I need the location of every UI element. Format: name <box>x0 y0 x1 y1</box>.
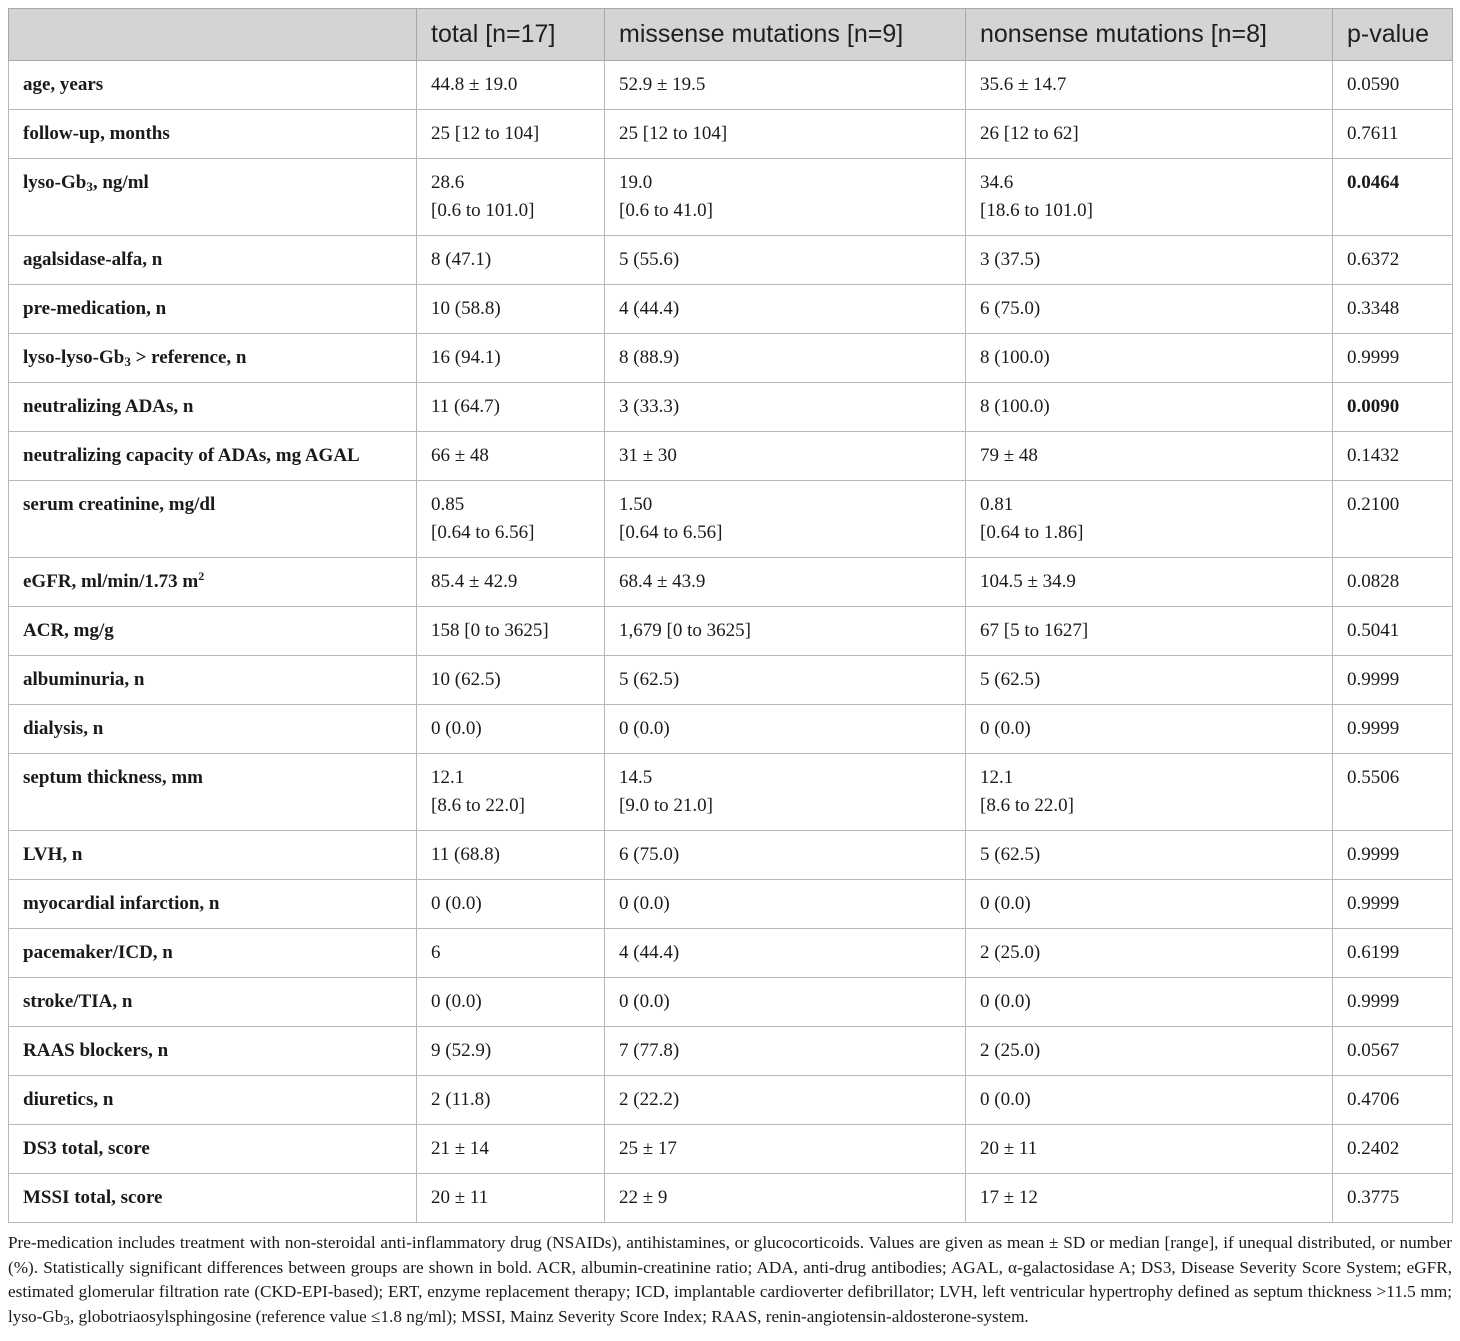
cell-nonsense <box>966 831 1333 880</box>
cell-total <box>417 929 605 978</box>
cell-p-value: 0.9999 <box>1333 831 1453 880</box>
table-row <box>9 929 1453 978</box>
cell-value-line: 28.6 <box>431 172 465 193</box>
table-row <box>9 558 1453 607</box>
cell-missense <box>605 607 966 656</box>
cell-total <box>417 754 605 831</box>
cell-nonsense <box>966 481 1333 558</box>
cell-missense <box>605 110 966 159</box>
cell-p-value: 0.7611 <box>1333 110 1453 159</box>
row-label: septum thickness, mm <box>9 754 417 831</box>
row-label: neutralizing capacity of ADAs, mg AGAL <box>9 432 417 481</box>
footnote-subscript: 3 <box>63 1312 70 1328</box>
row-label: follow-up, months <box>9 110 417 159</box>
cell-missense <box>605 432 966 481</box>
cell-value-line: 14.5 <box>619 767 653 788</box>
cell-value-line: 26 [12 to 62] <box>980 123 1079 144</box>
cell-p-value: 0.9999 <box>1333 880 1453 929</box>
cell-value-line: 8 (100.0) <box>980 396 1050 417</box>
cell-missense <box>605 656 966 705</box>
cell-total <box>417 1076 605 1125</box>
cell-value-line: 0 (0.0) <box>980 893 1031 914</box>
row-label <box>9 558 417 607</box>
cell-value-line: 1,679 [0 to 3625] <box>619 620 751 641</box>
cell-value-line: 44.8 ± 19.0 <box>431 74 518 95</box>
cell-value-line: 52.9 ± 19.5 <box>619 74 706 95</box>
cell-nonsense <box>966 110 1333 159</box>
cell-total <box>417 1174 605 1223</box>
cell-total <box>417 1125 605 1174</box>
table-row <box>9 754 1453 831</box>
cell-p-value: 0.5041 <box>1333 607 1453 656</box>
cell-value-line: 25 ± 17 <box>619 1138 677 1159</box>
cell-value-line: 10 (58.8) <box>431 298 501 319</box>
cell-p-value: 0.1432 <box>1333 432 1453 481</box>
cell-total <box>417 432 605 481</box>
cell-p-value: 0.0828 <box>1333 558 1453 607</box>
cell-value-line: [8.6 to 22.0] <box>431 795 525 816</box>
cell-missense <box>605 978 966 1027</box>
cell-missense <box>605 334 966 383</box>
cell-value-line: 6 (75.0) <box>980 298 1041 319</box>
cell-value-line: 0 (0.0) <box>431 893 482 914</box>
table-row <box>9 61 1453 110</box>
cell-value-line: 104.5 ± 34.9 <box>980 571 1076 592</box>
cell-total <box>417 607 605 656</box>
cell-value-line: 0 (0.0) <box>980 718 1031 739</box>
cell-total <box>417 110 605 159</box>
row-label: dialysis, n <box>9 705 417 754</box>
cell-value-line: 158 [0 to 3625] <box>431 620 549 641</box>
cell-value-line: 11 (64.7) <box>431 396 500 417</box>
cell-value-line: 20 ± 11 <box>431 1187 489 1208</box>
cell-value-line: [0.64 to 6.56] <box>619 522 723 543</box>
cell-value-line: 9 (52.9) <box>431 1040 492 1061</box>
cell-value-line: 2 (25.0) <box>980 942 1041 963</box>
cell-value-line: 0 (0.0) <box>431 991 482 1012</box>
cell-nonsense <box>966 1125 1333 1174</box>
cell-value-line: 0.85 <box>431 494 465 515</box>
cell-nonsense <box>966 929 1333 978</box>
cell-missense <box>605 754 966 831</box>
cell-total <box>417 236 605 285</box>
cell-value-line: 8 (100.0) <box>980 347 1050 368</box>
cell-total <box>417 656 605 705</box>
baseline-characteristics-table <box>8 8 1453 1223</box>
table-row <box>9 1174 1453 1223</box>
cell-value-line: 25 [12 to 104] <box>431 123 540 144</box>
cell-value-line: 68.4 ± 43.9 <box>619 571 706 592</box>
table-row <box>9 110 1453 159</box>
cell-missense <box>605 383 966 432</box>
cell-value-line: 4 (44.4) <box>619 298 680 319</box>
row-label: diuretics, n <box>9 1076 417 1125</box>
cell-nonsense <box>966 1174 1333 1223</box>
cell-nonsense <box>966 159 1333 236</box>
table-row <box>9 831 1453 880</box>
cell-value-line: 20 ± 11 <box>980 1138 1038 1159</box>
cell-value-line: 2 (25.0) <box>980 1040 1041 1061</box>
cell-missense <box>605 705 966 754</box>
cell-missense <box>605 481 966 558</box>
footnote-text-part2: , globotriaosylsphingosine (reference value ≤1.8 ng/ml); MSSI, Mainz Severity Score Index; RAAS, renin-angiotensin-aldosterone-system. <box>69 1306 1029 1326</box>
cell-value-line: 0 (0.0) <box>980 1089 1031 1110</box>
cell-value-line: 5 (62.5) <box>619 669 680 690</box>
cell-p-value: 0.3775 <box>1333 1174 1453 1223</box>
row-label: neutralizing ADAs, n <box>9 383 417 432</box>
cell-nonsense <box>966 334 1333 383</box>
row-label: pre-medication, n <box>9 285 417 334</box>
row-label: ACR, mg/g <box>9 607 417 656</box>
cell-value-line: 34.6 <box>980 172 1014 193</box>
row-label: LVH, n <box>9 831 417 880</box>
cell-missense <box>605 929 966 978</box>
cell-nonsense <box>966 1076 1333 1125</box>
row-label: MSSI total, score <box>9 1174 417 1223</box>
row-label: stroke/TIA, n <box>9 978 417 1027</box>
cell-value-line: 3 (33.3) <box>619 396 680 417</box>
header-total: total [n=17] <box>417 9 605 61</box>
row-label-superscript: 2 <box>198 569 205 583</box>
row-label-text: eGFR, ml/min/1.73 m <box>23 571 199 592</box>
cell-p-value: 0.6199 <box>1333 929 1453 978</box>
cell-missense <box>605 285 966 334</box>
table-footnote <box>8 1231 1452 1329</box>
cell-value-line: 66 ± 48 <box>431 445 489 466</box>
cell-p-value: 0.3348 <box>1333 285 1453 334</box>
cell-missense <box>605 61 966 110</box>
cell-nonsense <box>966 754 1333 831</box>
cell-value-line: 0 (0.0) <box>619 991 670 1012</box>
cell-missense <box>605 1125 966 1174</box>
cell-missense <box>605 159 966 236</box>
cell-nonsense <box>966 285 1333 334</box>
cell-value-line: [18.6 to 101.0] <box>980 200 1093 221</box>
cell-total <box>417 383 605 432</box>
cell-value-line: 5 (55.6) <box>619 249 680 270</box>
cell-missense <box>605 1027 966 1076</box>
cell-value-line: 8 (47.1) <box>431 249 492 270</box>
cell-missense <box>605 1076 966 1125</box>
cell-missense <box>605 831 966 880</box>
cell-value-line: 0 (0.0) <box>431 718 482 739</box>
cell-value-line: [9.0 to 21.0] <box>619 795 713 816</box>
table-body <box>9 61 1453 1223</box>
row-label: DS3 total, score <box>9 1125 417 1174</box>
cell-total <box>417 334 605 383</box>
cell-value-line: 1.50 <box>619 494 653 515</box>
cell-p-value: 0.0090 <box>1333 383 1453 432</box>
cell-total <box>417 1027 605 1076</box>
cell-total <box>417 159 605 236</box>
cell-value-line: 79 ± 48 <box>980 445 1038 466</box>
cell-value-line: 22 ± 9 <box>619 1187 668 1208</box>
row-label-text: lyso-lyso-Gb <box>23 347 125 368</box>
cell-value-line: 16 (94.1) <box>431 347 501 368</box>
footnote-text-part1: Pre-medication includes treatment with non-steroidal anti-inflammatory drug (NSAIDs), antihistamines, or glucocorticoids. Values are given as mean ± SD or median [range], if unequal distributed, or number (%). Statistically significant differences between groups are shown in bold. ACR, albumin-creatinine ratio; ADA, anti-drug antibodies; AGAL, α-galactosidase A; DS3, Disease Severity Score System; eGFR, estimated glomerular filtration rate (CKD-EPI-based); ERT, enzyme replacement therapy; ICD, implantable cardioverter defibrillator; LVH, left ventricular hypertrophy defined as septum thickness >11.5 mm; lyso-Gb <box>8 1233 1452 1326</box>
row-label: RAAS blockers, n <box>9 1027 417 1076</box>
cell-value-line: 8 (88.9) <box>619 347 680 368</box>
row-label <box>9 159 417 236</box>
cell-total <box>417 558 605 607</box>
row-label: agalsidase-alfa, n <box>9 236 417 285</box>
cell-p-value: 0.9999 <box>1333 334 1453 383</box>
row-label-subscript: 3 <box>86 179 93 194</box>
cell-value-line: 0 (0.0) <box>619 893 670 914</box>
cell-value-line: 17 ± 12 <box>980 1187 1038 1208</box>
cell-missense <box>605 558 966 607</box>
table-row <box>9 383 1453 432</box>
cell-total <box>417 61 605 110</box>
cell-value-line: 0 (0.0) <box>980 991 1031 1012</box>
table-container <box>8 8 1452 1329</box>
cell-value-line: 4 (44.4) <box>619 942 680 963</box>
header-missense: missense mutations [n=9] <box>605 9 966 61</box>
cell-value-line: 35.6 ± 14.7 <box>980 74 1067 95</box>
row-label: myocardial infarction, n <box>9 880 417 929</box>
cell-total <box>417 705 605 754</box>
cell-total <box>417 285 605 334</box>
row-label: pacemaker/ICD, n <box>9 929 417 978</box>
cell-p-value: 0.0590 <box>1333 61 1453 110</box>
cell-value-line: 11 (68.8) <box>431 844 500 865</box>
table-row <box>9 481 1453 558</box>
cell-p-value: 0.9999 <box>1333 656 1453 705</box>
cell-value-line: [8.6 to 22.0] <box>980 795 1074 816</box>
cell-value-line: 19.0 <box>619 172 653 193</box>
cell-value-line: 85.4 ± 42.9 <box>431 571 518 592</box>
cell-nonsense <box>966 705 1333 754</box>
row-label-text-suffix: > reference, n <box>130 347 247 368</box>
cell-total <box>417 880 605 929</box>
cell-nonsense <box>966 656 1333 705</box>
cell-missense <box>605 1174 966 1223</box>
cell-value-line: 0 (0.0) <box>619 718 670 739</box>
cell-value-line: 5 (62.5) <box>980 844 1041 865</box>
row-label-subscript: 3 <box>124 354 131 369</box>
cell-nonsense <box>966 558 1333 607</box>
cell-nonsense <box>966 61 1333 110</box>
cell-missense <box>605 880 966 929</box>
cell-nonsense <box>966 236 1333 285</box>
header-p-value: p-value <box>1333 9 1453 61</box>
cell-total <box>417 831 605 880</box>
cell-value-line: 2 (22.2) <box>619 1089 680 1110</box>
table-row <box>9 236 1453 285</box>
cell-p-value: 0.4706 <box>1333 1076 1453 1125</box>
table-row <box>9 607 1453 656</box>
cell-p-value: 0.9999 <box>1333 978 1453 1027</box>
row-label-text-suffix: , ng/ml <box>92 172 149 193</box>
cell-value-line: 10 (62.5) <box>431 669 501 690</box>
row-label: age, years <box>9 61 417 110</box>
cell-nonsense <box>966 880 1333 929</box>
cell-value-line: [0.6 to 41.0] <box>619 200 713 221</box>
cell-value-line: 12.1 <box>980 767 1014 788</box>
cell-value-line: 2 (11.8) <box>431 1089 491 1110</box>
cell-p-value: 0.6372 <box>1333 236 1453 285</box>
cell-nonsense <box>966 607 1333 656</box>
table-row <box>9 334 1453 383</box>
row-label-text: lyso-Gb <box>23 172 87 193</box>
cell-p-value: 0.0464 <box>1333 159 1453 236</box>
cell-missense <box>605 236 966 285</box>
cell-p-value: 0.5506 <box>1333 754 1453 831</box>
table-row <box>9 880 1453 929</box>
cell-value-line: [0.64 to 1.86] <box>980 522 1084 543</box>
cell-value-line: 0.81 <box>980 494 1014 515</box>
table-row <box>9 159 1453 236</box>
table-row <box>9 705 1453 754</box>
cell-total <box>417 978 605 1027</box>
table-row <box>9 1027 1453 1076</box>
cell-value-line: [0.6 to 101.0] <box>431 200 535 221</box>
cell-value-line: 7 (77.8) <box>619 1040 680 1061</box>
cell-value-line: 6 (75.0) <box>619 844 680 865</box>
cell-p-value: 0.0567 <box>1333 1027 1453 1076</box>
row-label <box>9 334 417 383</box>
table-row <box>9 656 1453 705</box>
table-row <box>9 978 1453 1027</box>
cell-nonsense <box>966 1027 1333 1076</box>
cell-value-line: 31 ± 30 <box>619 445 677 466</box>
row-label: albuminuria, n <box>9 656 417 705</box>
cell-p-value: 0.2402 <box>1333 1125 1453 1174</box>
cell-nonsense <box>966 978 1333 1027</box>
cell-nonsense <box>966 432 1333 481</box>
cell-value-line: [0.64 to 6.56] <box>431 522 535 543</box>
cell-value-line: 21 ± 14 <box>431 1138 489 1159</box>
cell-value-line: 5 (62.5) <box>980 669 1041 690</box>
cell-value-line: 25 [12 to 104] <box>619 123 728 144</box>
cell-total <box>417 481 605 558</box>
table-header-row <box>9 9 1453 61</box>
table-row <box>9 1076 1453 1125</box>
header-empty <box>9 9 417 61</box>
cell-value-line: 12.1 <box>431 767 465 788</box>
row-label: serum creatinine, mg/dl <box>9 481 417 558</box>
cell-nonsense <box>966 383 1333 432</box>
table-row <box>9 1125 1453 1174</box>
table-row <box>9 285 1453 334</box>
cell-value-line: 3 (37.5) <box>980 249 1041 270</box>
cell-value-line: 67 [5 to 1627] <box>980 620 1089 641</box>
header-nonsense: nonsense mutations [n=8] <box>966 9 1333 61</box>
cell-p-value: 0.9999 <box>1333 705 1453 754</box>
cell-p-value: 0.2100 <box>1333 481 1453 558</box>
cell-value-line: 6 <box>431 942 441 963</box>
table-row <box>9 432 1453 481</box>
